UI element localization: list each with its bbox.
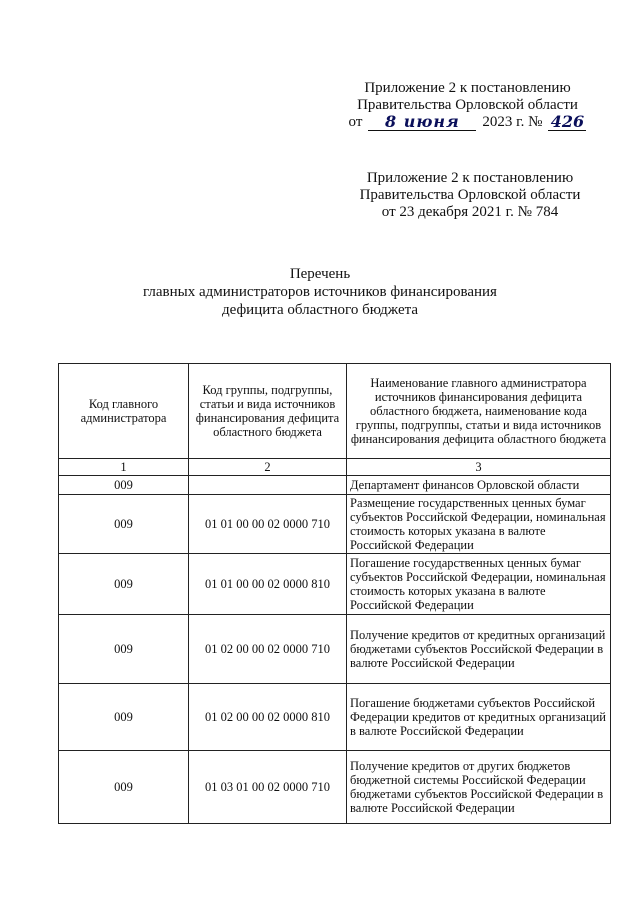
source-code-cell: 01 02 00 00 02 0000 710 xyxy=(189,615,347,684)
admin-code-cell: 009 xyxy=(59,495,189,554)
approval-header-current xyxy=(345,80,590,131)
approval-prefix: от xyxy=(348,114,363,130)
source-code-cell: 01 03 01 00 02 0000 710 xyxy=(189,751,347,824)
table-row xyxy=(59,751,611,824)
name-cell: Получение кредитов от других бюджетов бюджетной системы Российской Федерации бюджетами субъектов Российской Федерации в валюте Российской Федерации xyxy=(347,751,611,824)
admin-code-cell: 009 xyxy=(59,751,189,824)
source-code-cell xyxy=(189,476,347,495)
approval-date-row xyxy=(345,114,590,131)
document-title xyxy=(60,265,580,319)
administrators-table xyxy=(58,363,611,824)
column-number: 3 xyxy=(347,459,611,476)
admin-code-cell: 009 xyxy=(59,615,189,684)
approval-header-original xyxy=(350,170,590,221)
approval-year-number-label: 2023 г. № xyxy=(482,114,543,130)
approval-original-line-3: от 23 декабря 2021 г. № 784 xyxy=(381,204,559,220)
title-line-2: главных администраторов источников финансирования xyxy=(143,284,497,300)
approval-original-line-1: Приложение 2 к постановлению xyxy=(366,170,574,186)
header-admin-code: Код главного администратора xyxy=(59,364,189,459)
column-number: 1 xyxy=(59,459,189,476)
header-name: Наименование главного администратора источников финансирования дефицита областного бюджета, наименование кода группы, подгруппы, статьи и вида источников финансирования дефицита областного бюджета xyxy=(347,364,611,459)
table-row xyxy=(59,615,611,684)
table-row xyxy=(59,476,611,495)
admin-code-cell: 009 xyxy=(59,684,189,751)
source-code-cell: 01 01 00 00 02 0000 810 xyxy=(189,554,347,615)
approval-line-2: Правительства Орловской области xyxy=(357,97,578,113)
name-cell: Погашение бюджетами субъектов Российской Федерации кредитов от кредитных организаций в валюте Российской Федерации xyxy=(347,684,611,751)
approval-original-line-2: Правительства Орловской области xyxy=(359,187,581,203)
handwritten-date: 8 июня xyxy=(368,114,476,131)
approval-line-1: Приложение 2 к постановлению xyxy=(364,80,571,96)
column-number-row xyxy=(59,459,611,476)
source-code-cell: 01 01 00 00 02 0000 710 xyxy=(189,495,347,554)
name-cell: Получение кредитов от кредитных организаций бюджетами субъектов Российской Федерации в валюте Российской Федерации xyxy=(347,615,611,684)
title-line-1: Перечень xyxy=(289,266,351,282)
table-row xyxy=(59,554,611,615)
name-cell: Размещение государственных ценных бумаг субъектов Российской Федерации, номинальная стоимость которых указана в валюте Российской Федерации xyxy=(347,495,611,554)
title-line-3: дефицита областного бюджета xyxy=(221,302,419,318)
handwritten-number: 426 xyxy=(548,114,586,131)
admin-code-cell: 009 xyxy=(59,476,189,495)
admin-code-cell: 009 xyxy=(59,554,189,615)
name-cell: Департамент финансов Орловской области xyxy=(347,476,611,495)
table-row xyxy=(59,495,611,554)
table-row xyxy=(59,684,611,751)
header-group-code: Код группы, подгруппы, статьи и вида источников финансирования дефицита областного бюджета xyxy=(189,364,347,459)
column-number: 2 xyxy=(189,459,347,476)
table-header-row xyxy=(59,364,611,459)
name-cell: Погашение государственных ценных бумаг субъектов Российской Федерации, номинальная стоимость которых указана в валюте Российской Федерации xyxy=(347,554,611,615)
source-code-cell: 01 02 00 00 02 0000 810 xyxy=(189,684,347,751)
